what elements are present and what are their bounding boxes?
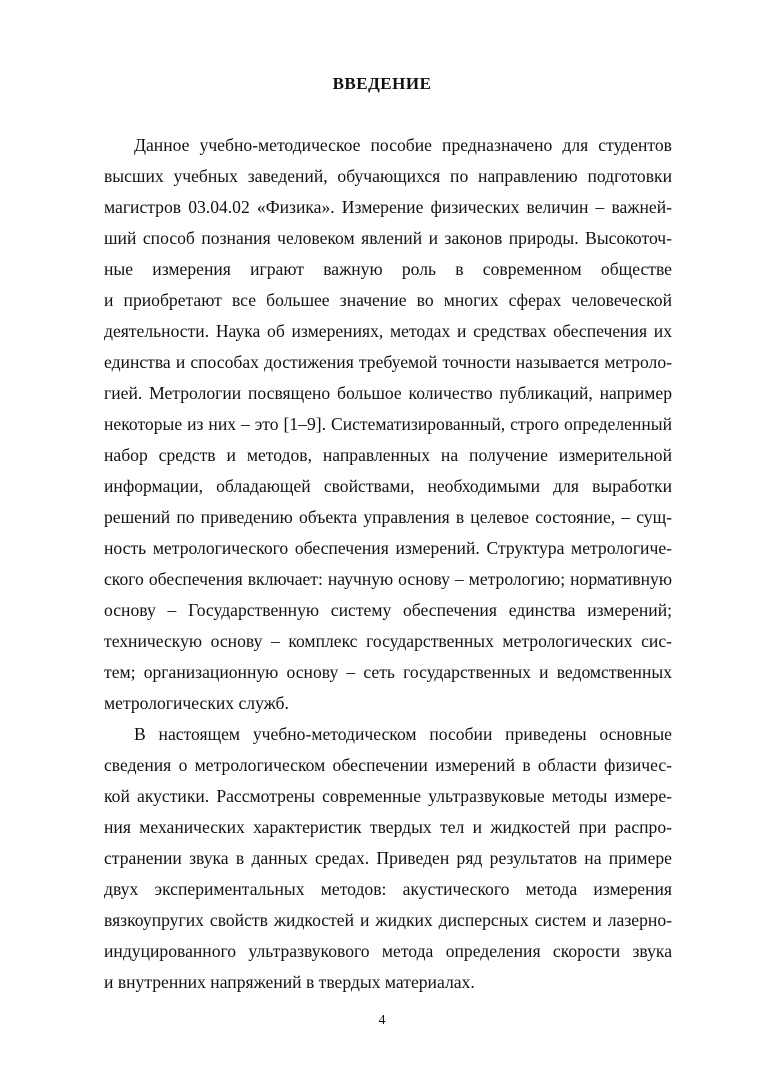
paragraph-line: техническую основу – комплекс государственных метрологических сис-	[104, 631, 672, 651]
paragraph-line: основу – Государственную систему обеспечения единства измерений;	[104, 600, 672, 620]
paragraph-line: двух экспериментальных методов: акустического метода измерения	[104, 879, 672, 899]
paragraph-line: В настоящем учебно-методическом пособии приведены основные	[134, 724, 672, 744]
section-heading: ВВЕДЕНИЕ	[332, 74, 432, 93]
paragraph-line: ния механических характеристик твердых тел и жидкостей при распро-	[104, 817, 672, 837]
paragraph-line: ные измерения играют важную роль в современном обществе	[104, 259, 672, 279]
paragraph-line: информации, обладающей свойствами, необходимыми для выработки	[104, 476, 672, 496]
paragraph-line: сведения о метрологическом обеспечении измерений в области физичес-	[104, 755, 672, 775]
paragraph-line: вязкоупругих свойств жидкостей и жидких дисперсных систем и лазерно-	[104, 910, 672, 930]
paragraph-line: набор средств и методов, направленных на получение измерительной	[104, 445, 672, 465]
paragraph-line: единства и способах достижения требуемой точности называется метроло-	[104, 352, 672, 372]
paragraph-line: индуцированного ультразвукового метода определения скорости звука	[104, 941, 672, 961]
paragraph-line: магистров 03.04.02 «Физика». Измерение физических величин – важней-	[104, 197, 672, 217]
paragraph-summary	[104, 719, 672, 998]
paragraph-line: кой акустики. Рассмотрены современные ультразвуковые методы измере-	[104, 786, 672, 806]
paragraph-line: Данное учебно-методическое пособие предназначено для студентов	[134, 135, 672, 155]
paragraph-line: и приобретают все большее значение во многих сферах человеческой	[104, 290, 672, 310]
paragraph-intro	[104, 130, 672, 719]
paragraph-line: ность метрологического обеспечения измерений. Структура метрологиче-	[104, 538, 672, 558]
paragraph-line: ского обеспечения включает: научную основу – метрологию; нормативную	[104, 569, 672, 589]
paragraph-line: решений по приведению объекта управления в целевое состояние, – сущ-	[104, 507, 672, 527]
paragraph-line: высших учебных заведений, обучающихся по направлению подготовки	[104, 166, 672, 186]
body-text	[104, 130, 672, 998]
paragraph-line: деятельности. Наука об измерениях, методах и средствах обеспечения их	[104, 321, 672, 341]
paragraph-line: странении звука в данных средах. Приведен ряд результатов на примере	[104, 848, 672, 868]
paragraph-line: и внутренних напряжений в твердых материалах.	[104, 972, 475, 992]
paragraph-line: некоторые из них – это [1–9]. Систематизированный, строго определенный	[104, 414, 672, 434]
page-number: 4	[378, 1013, 386, 1028]
paragraph-line: метрологических служб.	[104, 693, 289, 713]
paragraph-line: гией. Метрологии посвящено большое количество публикаций, например	[104, 383, 672, 403]
paragraph-line: ший способ познания человеком явлений и законов природы. Высокоточ-	[104, 228, 672, 248]
paragraph-line: тем; организационную основу – сеть государственных и ведомственных	[104, 662, 672, 682]
